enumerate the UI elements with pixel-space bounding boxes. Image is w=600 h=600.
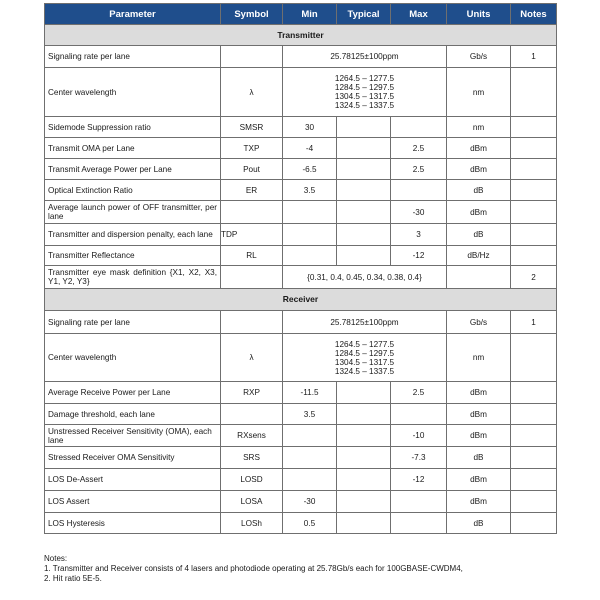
wavelength-range: 1324.5 – 1337.5	[334, 101, 395, 110]
section-title: Receiver	[45, 289, 557, 311]
param-cell: LOS Hysteresis	[45, 513, 221, 534]
symbol-cell: RXsens	[221, 425, 283, 447]
notes-cell	[511, 224, 557, 246]
units-cell: dBm	[447, 382, 511, 404]
min-cell: 30	[283, 117, 337, 138]
param-cell: Average launch power of OFF transmitter, per lane	[45, 201, 221, 224]
table-row	[45, 334, 557, 382]
symbol-cell: RL	[221, 246, 283, 266]
header-notes: Notes	[511, 4, 557, 25]
notes-title: Notes:	[44, 554, 68, 563]
symbol-cell: RXP	[221, 382, 283, 404]
table-row	[45, 180, 557, 201]
max-cell: -12	[391, 246, 447, 266]
notes-cell	[511, 117, 557, 138]
typical-cell	[337, 117, 391, 138]
symbol-cell	[221, 46, 283, 68]
notes-cell	[511, 469, 557, 491]
symbol-cell: λ	[221, 68, 283, 117]
wavelength-range: 1304.5 – 1317.5	[334, 357, 395, 367]
max-cell: -30	[391, 201, 447, 224]
param-cell: Center wavelength	[45, 334, 221, 382]
units-cell: dBm	[447, 404, 511, 425]
symbol-cell	[221, 311, 283, 334]
param-cell: Transmitter Reflectance	[45, 246, 221, 266]
typical-cell	[337, 469, 391, 491]
units-cell: dBm	[447, 201, 511, 224]
section-title: Transmitter	[45, 25, 557, 46]
typical-cell	[337, 491, 391, 513]
section-receiver	[45, 289, 557, 311]
min-cell: 3.5	[283, 180, 337, 201]
notes-cell	[511, 68, 557, 117]
max-cell: 2.5	[391, 382, 447, 404]
table-row	[45, 138, 557, 159]
typical-cell	[337, 447, 391, 469]
typical-cell	[337, 138, 391, 159]
param-cell: Transmit Average Power per Lane	[45, 159, 221, 180]
max-cell	[391, 180, 447, 201]
notes-cell: 1	[511, 46, 557, 68]
min-cell	[283, 425, 337, 447]
param-cell: Transmit OMA per Lane	[45, 138, 221, 159]
notes-cell	[511, 201, 557, 224]
header-parameter: Parameter	[45, 4, 221, 25]
notes-cell	[511, 138, 557, 159]
param-cell: Sidemode Suppression ratio	[45, 117, 221, 138]
header-row	[45, 4, 557, 25]
typical-cell	[337, 201, 391, 224]
min-cell	[283, 469, 337, 491]
max-cell	[391, 513, 447, 534]
units-cell: nm	[447, 117, 511, 138]
value-cell: {0.31, 0.4, 0.45, 0.34, 0.38, 0.4}	[283, 266, 447, 289]
table-row	[45, 246, 557, 266]
max-cell	[391, 491, 447, 513]
table-row	[45, 513, 557, 534]
table-row	[45, 266, 557, 289]
wavelength-range: 1264.5 – 1277.5	[334, 339, 395, 349]
notes-cell	[511, 246, 557, 266]
max-cell	[391, 404, 447, 425]
symbol-cell: SRS	[221, 447, 283, 469]
symbol-cell: LOSD	[221, 469, 283, 491]
min-cell: -6.5	[283, 159, 337, 180]
typical-cell	[337, 404, 391, 425]
min-cell: 3.5	[283, 404, 337, 425]
notes-cell	[511, 425, 557, 447]
note-item: 2. Hit ratio 5E-5.	[44, 574, 102, 583]
symbol-cell: TDP	[221, 224, 283, 246]
param-cell: Signaling rate per lane	[45, 311, 221, 334]
min-cell: -4	[283, 138, 337, 159]
units-cell: dB	[447, 180, 511, 201]
max-cell	[391, 117, 447, 138]
symbol-cell	[221, 404, 283, 425]
typical-cell	[337, 224, 391, 246]
units-cell: dB/Hz	[447, 246, 511, 266]
table-row	[45, 382, 557, 404]
units-cell	[447, 266, 511, 289]
notes-cell: 2	[511, 266, 557, 289]
max-cell: 2.5	[391, 138, 447, 159]
symbol-cell	[221, 266, 283, 289]
wavelength-range: 1304.5 – 1317.5	[334, 92, 395, 101]
param-cell: Transmitter eye mask definition {X1, X2, X3, Y1, Y2, Y3}	[45, 266, 221, 289]
typical-cell	[337, 180, 391, 201]
min-cell	[283, 447, 337, 469]
units-cell: dBm	[447, 138, 511, 159]
units-cell: Gb/s	[447, 46, 511, 68]
wavelength-range: 1324.5 – 1337.5	[334, 366, 395, 376]
header-typical: Typical	[337, 4, 391, 25]
notes-block	[44, 554, 463, 584]
wavelength-cell	[283, 68, 447, 117]
table-row	[45, 117, 557, 138]
notes-cell	[511, 447, 557, 469]
units-cell: dBm	[447, 159, 511, 180]
notes-cell	[511, 513, 557, 534]
notes-cell	[511, 404, 557, 425]
header-max: Max	[391, 4, 447, 25]
wavelength-range: 1284.5 – 1297.5	[334, 83, 395, 92]
min-cell: -11.5	[283, 382, 337, 404]
notes-cell	[511, 382, 557, 404]
table-row	[45, 159, 557, 180]
typical-cell	[337, 425, 391, 447]
max-cell: -12	[391, 469, 447, 491]
symbol-cell: SMSR	[221, 117, 283, 138]
value-cell: 25.78125±100ppm	[283, 311, 447, 334]
param-cell: Stressed Receiver OMA Sensitivity	[45, 447, 221, 469]
units-cell: nm	[447, 334, 511, 382]
table-row	[45, 201, 557, 224]
min-cell: 0.5	[283, 513, 337, 534]
min-cell	[283, 201, 337, 224]
spec-table	[44, 3, 557, 534]
header-min: Min	[283, 4, 337, 25]
table-row	[45, 447, 557, 469]
min-cell: -30	[283, 491, 337, 513]
units-cell: nm	[447, 68, 511, 117]
value-cell: 25.78125±100ppm	[283, 46, 447, 68]
symbol-cell: ER	[221, 180, 283, 201]
units-cell: dBm	[447, 491, 511, 513]
table-row	[45, 224, 557, 246]
param-cell: Signaling rate per lane	[45, 46, 221, 68]
units-cell: dB	[447, 224, 511, 246]
units-cell: dBm	[447, 425, 511, 447]
symbol-cell: Pout	[221, 159, 283, 180]
min-cell	[283, 246, 337, 266]
table-row	[45, 311, 557, 334]
symbol-cell: TXP	[221, 138, 283, 159]
typical-cell	[337, 382, 391, 404]
units-cell: dB	[447, 513, 511, 534]
param-cell: Optical Extinction Ratio	[45, 180, 221, 201]
param-cell: Damage threshold, each lane	[45, 404, 221, 425]
param-cell: LOS Assert	[45, 491, 221, 513]
param-cell: LOS De-Assert	[45, 469, 221, 491]
wavelength-range: 1264.5 – 1277.5	[334, 74, 395, 83]
notes-cell	[511, 159, 557, 180]
max-cell: 2.5	[391, 159, 447, 180]
header-symbol: Symbol	[221, 4, 283, 25]
max-cell: -10	[391, 425, 447, 447]
notes-cell	[511, 334, 557, 382]
max-cell: -7.3	[391, 447, 447, 469]
param-cell: Unstressed Receiver Sensitivity (OMA), each lane	[45, 425, 221, 447]
min-cell	[283, 224, 337, 246]
section-transmitter	[45, 25, 557, 46]
table-row	[45, 425, 557, 447]
table-row	[45, 469, 557, 491]
max-cell: 3	[391, 224, 447, 246]
table-row	[45, 46, 557, 68]
symbol-cell: λ	[221, 334, 283, 382]
typical-cell	[337, 246, 391, 266]
notes-cell	[511, 180, 557, 201]
note-item: 1. Transmitter and Receiver consists of 4 lasers and photodiode operating at 25.78Gb/s each for 100GBASE-CWDM4,	[44, 564, 463, 573]
table-row	[45, 404, 557, 425]
units-cell: dB	[447, 447, 511, 469]
symbol-cell: LOSh	[221, 513, 283, 534]
table-row	[45, 68, 557, 117]
typical-cell	[337, 159, 391, 180]
wavelength-cell	[283, 334, 447, 382]
wavelength-range: 1284.5 – 1297.5	[334, 348, 395, 358]
param-cell: Center wavelength	[45, 68, 221, 117]
typical-cell	[337, 513, 391, 534]
notes-cell: 1	[511, 311, 557, 334]
param-cell: Transmitter and dispersion penalty, each lane	[45, 224, 221, 246]
header-units: Units	[447, 4, 511, 25]
param-cell: Average Receive Power per Lane	[45, 382, 221, 404]
symbol-cell	[221, 201, 283, 224]
units-cell: Gb/s	[447, 311, 511, 334]
table-row	[45, 491, 557, 513]
notes-cell	[511, 491, 557, 513]
units-cell: dBm	[447, 469, 511, 491]
symbol-cell: LOSA	[221, 491, 283, 513]
